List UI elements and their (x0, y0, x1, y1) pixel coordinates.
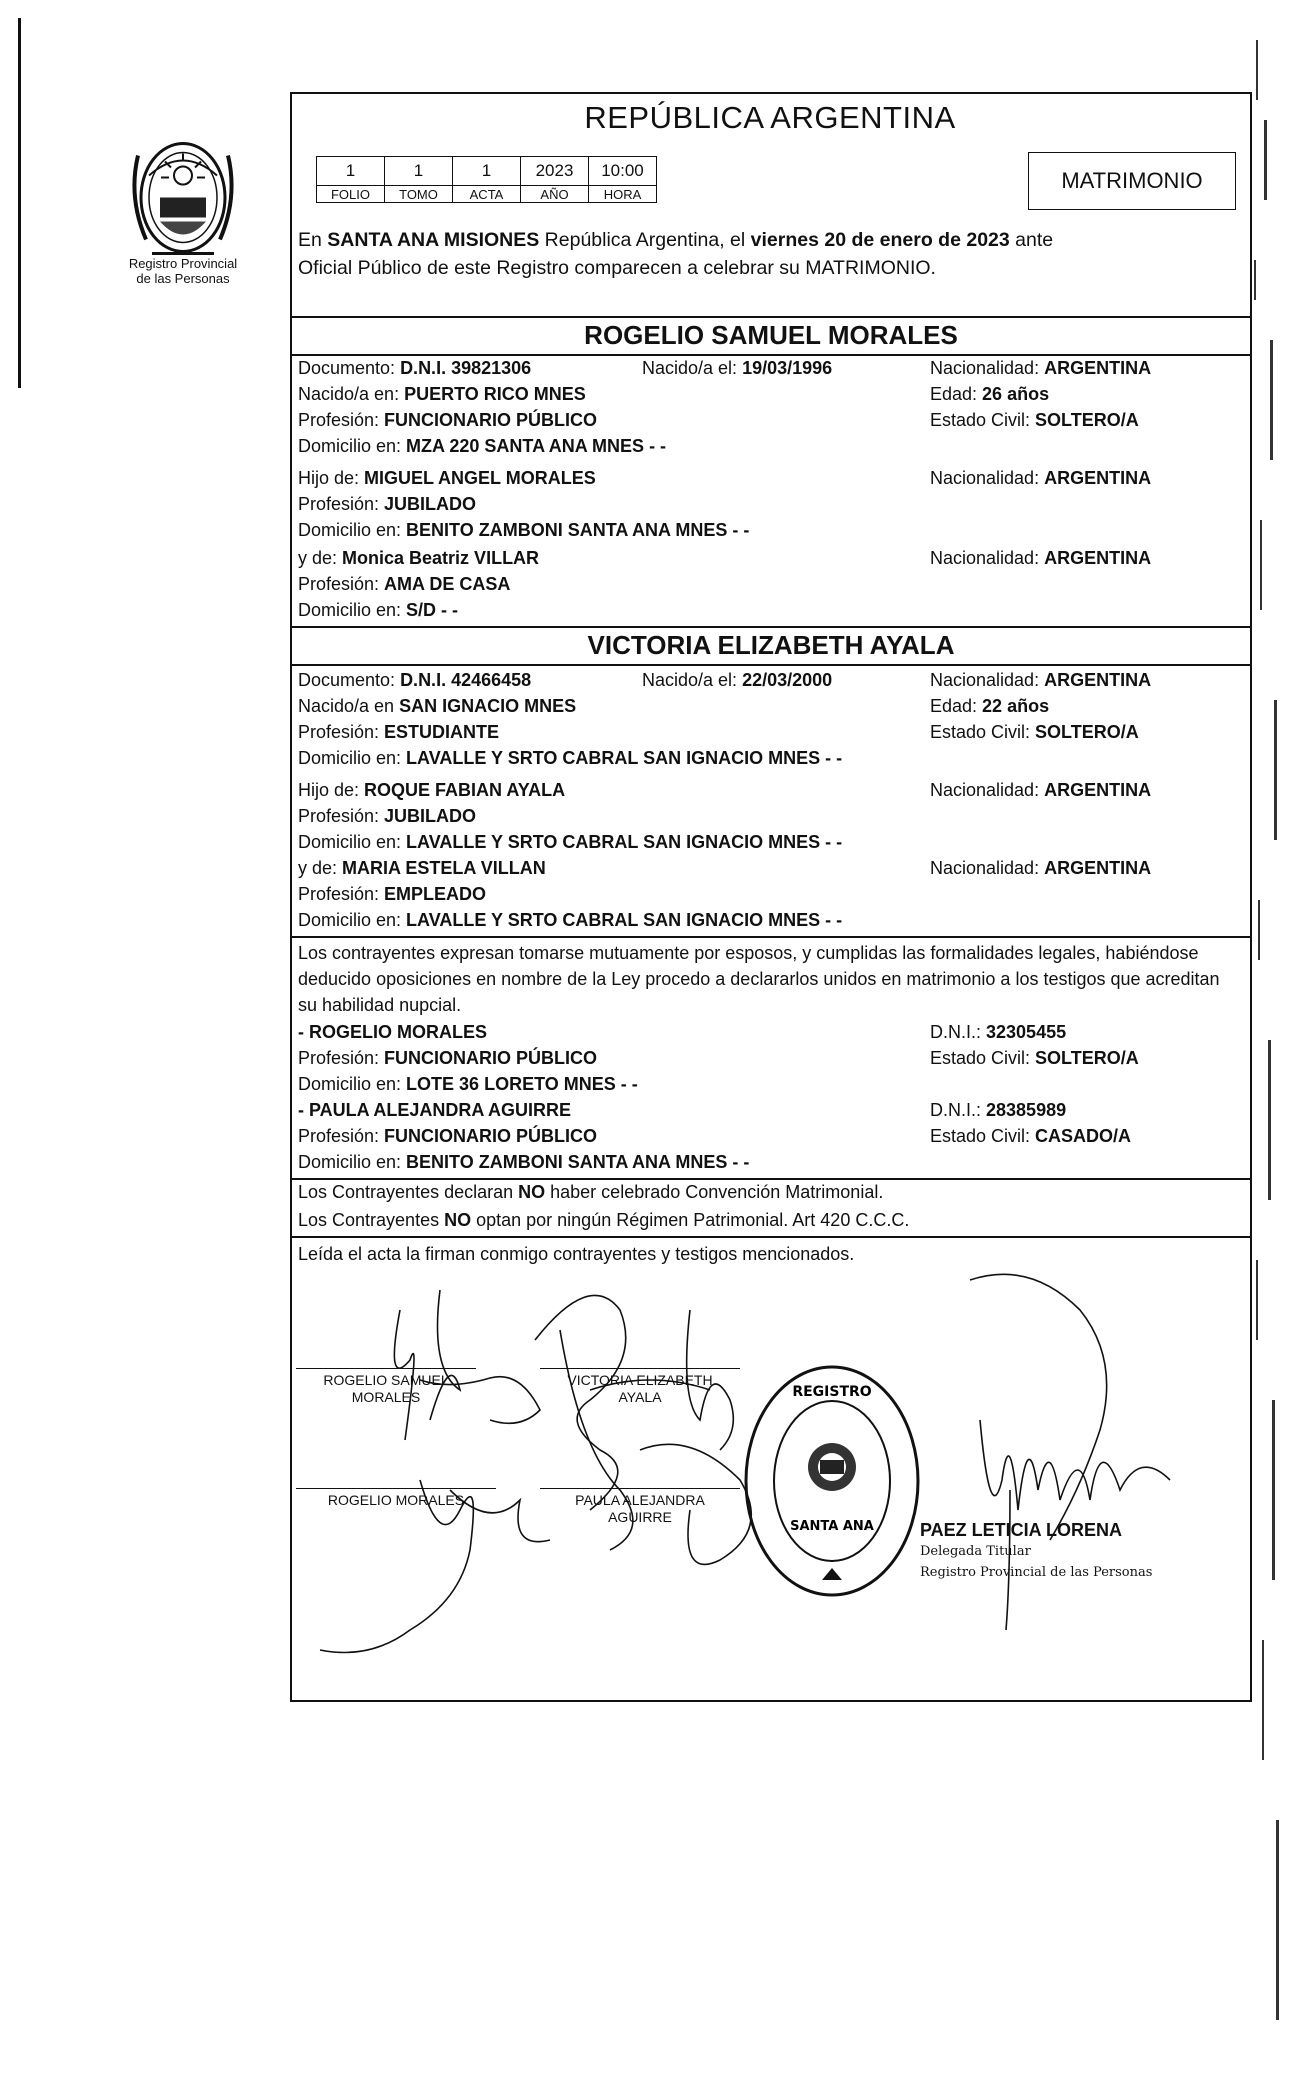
value: MARIA ESTELA VILLAN (342, 858, 546, 878)
value: S/D - - (406, 600, 459, 620)
spouse2-civil-status (930, 722, 1139, 743)
label: Domicilio en: (298, 520, 407, 540)
label: Profesión: (298, 410, 385, 430)
spouse2-father-address (298, 832, 842, 853)
label: Domicilio en: (298, 748, 407, 768)
value: LOTE 36 LORETO MNES - - (406, 1074, 638, 1094)
declaration-paragraph: Los contrayentes expresan tomarse mutuamente por esposos, y cumplidas las formalidades legales, habiéndose deducido oposiciones en nombre de la Ley procedo a declararlos unidos en matrimonio a los testigos que acreditan su habilidad nupcial. (298, 943, 1220, 1015)
label: Hijo de: (298, 468, 365, 488)
official-seal (742, 1362, 922, 1600)
value: EMPLEADO (384, 884, 487, 904)
label: Profesión: (298, 884, 385, 904)
divider (290, 626, 1252, 628)
value: JUBILADO (384, 806, 477, 826)
label: Nacionalidad: (930, 858, 1045, 878)
witness1-profession (298, 1048, 597, 1069)
value: JUBILADO (384, 494, 477, 514)
officer-role: Delegada Titular (920, 1544, 1031, 1559)
intro-date: viernes 20 de enero de 2023 (750, 229, 1010, 251)
spouse2-father-nationality (930, 780, 1151, 801)
value: CASADO/A (1035, 1126, 1132, 1146)
value: 28385989 (986, 1100, 1067, 1120)
folio-label: FOLIO (317, 186, 385, 203)
acta-value: 1 (453, 157, 521, 186)
spouse2-mother-nationality (930, 858, 1151, 879)
witness1-civil-status (930, 1048, 1139, 1069)
tomo-label: TOMO (385, 186, 453, 203)
clause-no: NO (444, 1210, 472, 1230)
line: AYALA (618, 1389, 662, 1405)
divider (290, 354, 1252, 356)
value: FUNCIONARIO PÚBLICO (384, 1126, 598, 1146)
label: Nacido/a en: (298, 384, 405, 404)
value: ARGENTINA (1044, 670, 1152, 690)
spouse1-age (930, 384, 1049, 405)
spouse2-birthdate (642, 670, 832, 691)
officer-block (920, 1520, 1152, 1583)
spouse2-profession (298, 722, 499, 743)
spouse2-mother-profession (298, 884, 486, 905)
divider (290, 316, 1252, 318)
label: Nacionalidad: (930, 468, 1045, 488)
clause-text: Los Contrayentes declaran (298, 1182, 519, 1202)
margin-line (18, 18, 21, 388)
clause-convention (298, 1182, 883, 1203)
spouse1-father-profession (298, 494, 476, 515)
label: Profesión: (298, 1048, 385, 1068)
label: Nacionalidad: (930, 548, 1045, 568)
divider (290, 1236, 1252, 1238)
value: ESTUDIANTE (384, 722, 500, 742)
line: VICTORIA ELIZABETH (567, 1372, 713, 1388)
spouse2-father-profession (298, 806, 476, 827)
value: - PAULA ALEJANDRA AGUIRRE (298, 1100, 571, 1120)
value: 19/03/1996 (742, 358, 833, 378)
scan-margin-noise (1250, 0, 1292, 2098)
intro-place: SANTA ANA MISIONES (327, 229, 540, 251)
label: Domicilio en: (298, 1074, 407, 1094)
register-table (316, 156, 657, 203)
divider (290, 936, 1252, 938)
value: LAVALLE Y SRTO CABRAL SAN IGNACIO MNES - - (406, 910, 843, 930)
year-label: AÑO (521, 186, 589, 203)
label: Nacionalidad: (930, 670, 1045, 690)
line: PAULA ALEJANDRA (575, 1492, 705, 1508)
value: ARGENTINA (1044, 548, 1152, 568)
value: BENITO ZAMBONI SANTA ANA MNES - - (406, 1152, 750, 1172)
intro-paragraph (298, 226, 1208, 282)
intro-text-2: República Argentina, el (539, 229, 751, 251)
intro-text-1: En (298, 229, 328, 251)
spouse1-nationality (930, 358, 1151, 379)
label: Estado Civil: (930, 1126, 1036, 1146)
line: MORALES (351, 1389, 421, 1405)
clause-no: NO (518, 1182, 546, 1202)
spouse1-father-nationality (930, 468, 1151, 489)
value: FUNCIONARIO PÚBLICO (384, 1048, 598, 1068)
label: Documento: (298, 670, 401, 690)
intro-line2: Oficial Público de este Registro comparecen a celebrar su MATRIMONIO. (298, 257, 936, 279)
witness2-profession (298, 1126, 597, 1147)
value: 22/03/2000 (742, 670, 833, 690)
witness2-name (298, 1100, 571, 1121)
spouse1-civil-status (930, 410, 1139, 431)
label: Nacido/a el: (642, 358, 743, 378)
witness1-address (298, 1074, 638, 1095)
logo-caption-line1: Registro Provincial (128, 256, 238, 271)
reading-statement: Leída el acta la firman conmigo contrayentes y testigos mencionados. (298, 1244, 855, 1264)
spouse1-father (298, 468, 596, 489)
spouse1-document (298, 358, 531, 379)
logo-caption (108, 256, 258, 286)
clause-text: optan por ningún Régimen Patrimonial. Art 420 C.C.C. (471, 1210, 910, 1230)
act-type-box: MATRIMONIO (1028, 152, 1236, 210)
value: MZA 220 SANTA ANA MNES - - (406, 436, 667, 456)
value: LAVALLE Y SRTO CABRAL SAN IGNACIO MNES - - (406, 832, 843, 852)
value: - ROGELIO MORALES (298, 1022, 487, 1042)
label: Profesión: (298, 722, 385, 742)
spouse2-birthplace (298, 696, 576, 717)
value: SOLTERO/A (1035, 722, 1139, 742)
spouse1-father-address (298, 520, 749, 541)
spouse1-birthplace (298, 384, 586, 405)
label: Profesión: (298, 806, 385, 826)
label: Domicilio en: (298, 1152, 407, 1172)
value: ARGENTINA (1044, 780, 1152, 800)
spouse2-address (298, 748, 842, 769)
value: 22 años (982, 696, 1050, 716)
label: y de: (298, 548, 343, 568)
label: Estado Civil: (930, 722, 1036, 742)
label: Nacionalidad: (930, 358, 1045, 378)
label: D.N.I.: (930, 1022, 987, 1042)
value: BENITO ZAMBONI SANTA ANA MNES - - (406, 520, 750, 540)
folio-value: 1 (317, 157, 385, 186)
tomo-value: 1 (385, 157, 453, 186)
label: D.N.I.: (930, 1100, 987, 1120)
label: Nacido/a el: (642, 670, 743, 690)
value: MIGUEL ANGEL MORALES (364, 468, 596, 488)
label: Domicilio en: (298, 436, 407, 456)
label: Domicilio en: (298, 910, 407, 930)
officer-name: PAEZ LETICIA LORENA (920, 1520, 1122, 1540)
svg-text:REGISTRO: REGISTRO (792, 1384, 872, 1400)
value: 26 años (982, 384, 1050, 404)
witness2-civil-status (930, 1126, 1131, 1147)
year-value: 2023 (521, 157, 589, 186)
witness1-name (298, 1022, 487, 1043)
logo-caption-line2: de las Personas (136, 271, 230, 286)
label: Edad: (930, 384, 983, 404)
spouse2-mother-address (298, 910, 842, 931)
acta-label: ACTA (453, 186, 521, 203)
hour-label: HORA (589, 186, 657, 203)
label: Documento: (298, 358, 401, 378)
divider (290, 1178, 1252, 1180)
spouse2-age (930, 696, 1049, 717)
value: SOLTERO/A (1035, 1048, 1139, 1068)
value: FUNCIONARIO PÚBLICO (384, 410, 598, 430)
value: LAVALLE Y SRTO CABRAL SAN IGNACIO MNES - - (406, 748, 843, 768)
label: Nacionalidad: (930, 780, 1045, 800)
intro-text-3: ante (1009, 229, 1054, 251)
spouse1-mother-nationality (930, 548, 1151, 569)
label: Profesión: (298, 1126, 385, 1146)
label: Estado Civil: (930, 410, 1036, 430)
line: ROGELIO MORALES (327, 1492, 465, 1508)
line: ROGELIO SAMUEL (323, 1372, 449, 1388)
label: y de: (298, 858, 343, 878)
value: SOLTERO/A (1035, 410, 1139, 430)
svg-text:SANTA ANA: SANTA ANA (790, 1519, 874, 1534)
spouse1-mother-profession (298, 574, 510, 595)
value: ROQUE FABIAN AYALA (364, 780, 566, 800)
label: Domicilio en: (298, 600, 407, 620)
spouse1-profession (298, 410, 597, 431)
clause-regime (298, 1210, 909, 1231)
spouse2-nationality (930, 670, 1151, 691)
value: ARGENTINA (1044, 358, 1152, 378)
page-title: REPÚBLICA ARGENTINA (584, 100, 956, 135)
clause-text: haber celebrado Convención Matrimonial. (545, 1182, 884, 1202)
value: AMA DE CASA (384, 574, 511, 594)
value: PUERTO RICO MNES (404, 384, 586, 404)
spouse1-mother (298, 548, 539, 569)
value: 32305455 (986, 1022, 1067, 1042)
divider (290, 664, 1252, 666)
value: SAN IGNACIO MNES (399, 696, 577, 716)
spouse2-document (298, 670, 531, 691)
spouse2-mother (298, 858, 546, 879)
label: Estado Civil: (930, 1048, 1036, 1068)
value: Monica Beatriz VILLAR (342, 548, 540, 568)
witness2-dni (930, 1100, 1066, 1121)
label: Domicilio en: (298, 832, 407, 852)
officer-organization: Registro Provincial de las Personas (920, 1565, 1153, 1580)
label: Edad: (930, 696, 983, 716)
label: Profesión: (298, 494, 385, 514)
value: ARGENTINA (1044, 858, 1152, 878)
spouse1-birthdate (642, 358, 832, 379)
clause-text: Los Contrayentes (298, 1210, 445, 1230)
spouse1-address (298, 436, 666, 457)
spouse2-father (298, 780, 565, 801)
spouse2-name: VICTORIA ELIZABETH AYALA (587, 630, 955, 660)
spouse1-mother-address (298, 600, 458, 621)
label: Hijo de: (298, 780, 365, 800)
line: AGUIRRE (608, 1509, 672, 1525)
witness2-address (298, 1152, 749, 1173)
value: D.N.I. 39821306 (400, 358, 532, 378)
value: ARGENTINA (1044, 468, 1152, 488)
witness1-dni (930, 1022, 1066, 1043)
label: Profesión: (298, 574, 385, 594)
spouse1-name: ROGELIO SAMUEL MORALES (584, 320, 958, 350)
value: D.N.I. 42466458 (400, 670, 532, 690)
hour-value: 10:00 (589, 157, 657, 186)
label: Nacido/a en (298, 696, 400, 716)
